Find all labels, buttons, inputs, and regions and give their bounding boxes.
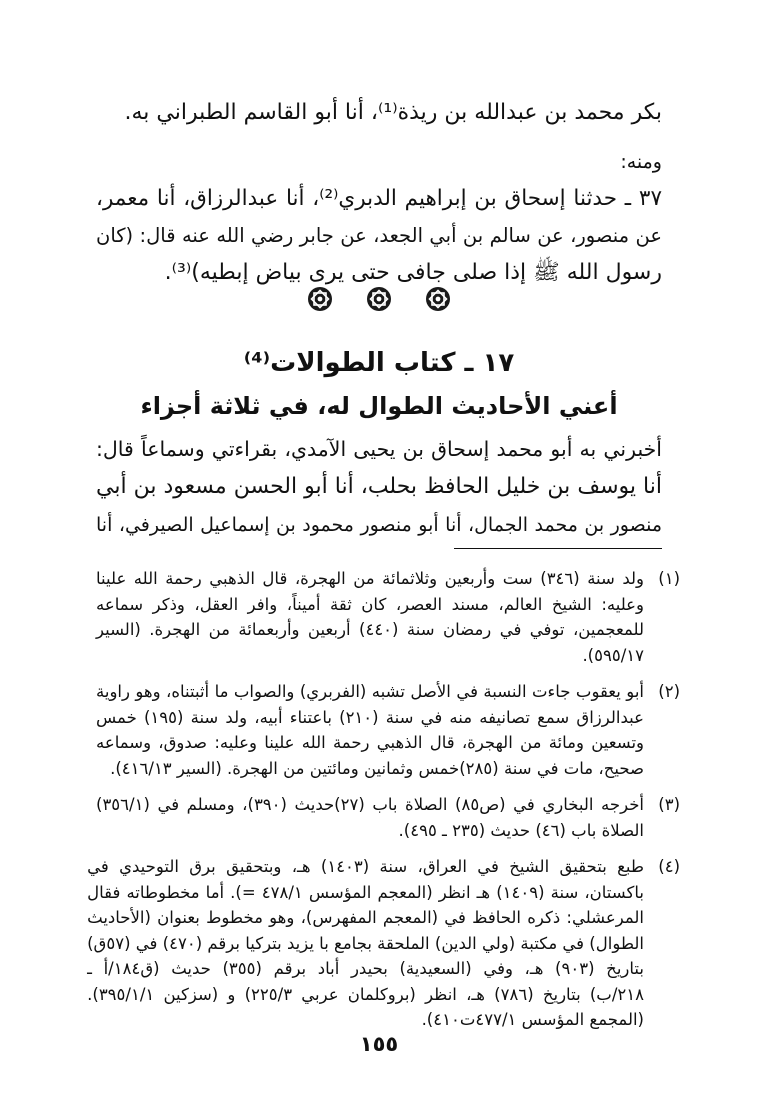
text-line: بكر محمد بن عبدالله بن ريذة⁽¹⁾، أنا أبو القاسم الطبراني به. bbox=[124, 100, 662, 125]
footnote-text bbox=[96, 566, 644, 668]
footnote-number: (٢) bbox=[658, 682, 680, 701]
text-line: منصور بن محمد الجمال، أنا أبو منصور محمود بن إسماعيل الصيرفي، أنا bbox=[96, 514, 662, 536]
footnote-line: أبو يعقوب جاءت النسبة في الأصل تشبه (الفربري) والصواب ما أثبتناه، وهو راوية bbox=[96, 682, 644, 701]
footnote-line: أخرجه البخاري في (ص٨٥) الصلاة باب (٢٧)حديث (٣٩٠)، ومسلم في (٣٥٦/١) bbox=[96, 795, 644, 814]
page-number: ١٥٥ bbox=[359, 1032, 399, 1056]
footnote-number: (١) bbox=[658, 569, 680, 588]
star-ornament-icon bbox=[366, 286, 392, 312]
chapter-title: ١٧ ـ كتاب الطوالات⁽⁴⁾ bbox=[243, 348, 515, 378]
footnote-line: طبع بتحقيق الشيخ في العراق، سنة (١٤٠٣) هـ، وبتحقيق برق التوحيدي في bbox=[87, 857, 644, 876]
footnote-line: (المجمع المؤسس ٤٧٧/١ت٤١٠). bbox=[421, 1010, 644, 1029]
footnote-line: ولد سنة (٣٤٦) ست وأربعين وثلاثمائة من الهجرة، قال الذهبي رحمة الله علينا bbox=[96, 569, 645, 588]
footnote-line: الطوال) في مكتبة (ولي الدين) الملحقة بجامع با يزيد بتركيا برقم (٤٧٠) في (٥٧ق) bbox=[87, 933, 644, 953]
footnote-line: وعليه: الشيخ العالم، مسند العصر، كان ثقة أميناً، وافر العقل، وذكر سماعه bbox=[96, 594, 644, 614]
footnote-separator bbox=[454, 548, 662, 549]
text-line: أخبرني به أبو محمد إسحاق بن يحيى الآمدي، بقراءتي وسماعاً قال: bbox=[96, 437, 662, 461]
footnote-line: عبدالرزاق سمع تصانيفه منه في سنة (٢١٠) باعتناء أبيه، ولد سنة (١٩٥) خمس bbox=[96, 707, 644, 727]
footnote-line: الصلاة باب (٤٦) حديث (٢٣٥ ـ ٤٩٥). bbox=[398, 820, 644, 840]
footnote-3 bbox=[96, 792, 680, 843]
footnote-text bbox=[87, 854, 644, 1033]
footnote-line: المرعشلي: ذكره الحافظ في (المعجم المفهرس)، وهو مخطوط بعنوان (الأحاديث bbox=[87, 908, 644, 927]
footnote-line: ٢١٨/ب) بتاريخ (٧٨٦) هـ، انظر (بروكلمان عربي ٢٢٥/٣) و (سزكين ٣٩٥/١/١). bbox=[87, 984, 644, 1004]
footnote-text bbox=[96, 679, 644, 781]
text-line: رسول الله ﷺ إذا صلى جافى حتى يرى بياض إبطيه)⁽³⁾. bbox=[164, 260, 662, 285]
footnote-number: (٣) bbox=[658, 795, 680, 814]
footnote-text bbox=[96, 792, 644, 843]
star-ornament-icon bbox=[425, 286, 451, 312]
chapter-isnad-paragraph bbox=[96, 430, 662, 544]
footnote-line: باكستان، سنة (١٤٠٩) هـ انظر (المعجم المؤسس ٤٧٨/١ =). أما مخطوطاته فقال bbox=[87, 882, 644, 902]
hadith-37 bbox=[96, 180, 662, 291]
footnote-line: بتاريخ (٩٠٣) هـ، وفي (السعيدية) بحيدر أباد برقم (٣٥٥) حديث (ق١٨٤/أ ـ bbox=[87, 959, 644, 978]
paragraph-chain-end bbox=[96, 94, 662, 131]
footnote-line: وتسعين ومائة من الهجرة، قال الذهبي رحمة الله علينا وعليه: صدوق، وسماعه bbox=[96, 733, 644, 752]
footnote-line: ٥٩٥/١٧). bbox=[582, 645, 644, 665]
footnote-4 bbox=[87, 854, 680, 1033]
text-line: ٣٧ ـ حدثنا إسحاق بن إبراهيم الدبري⁽²⁾، أنا عبدالرزاق، أنا معمر، bbox=[96, 186, 662, 211]
text-line: ومنه: bbox=[620, 151, 662, 173]
text-line: عن منصور، عن سالم بن أبي الجعد، عن جابر رضي الله عنه قال: (كان bbox=[96, 224, 662, 247]
text-line: أنا يوسف بن خليل الحافظ بحلب، أنا أبو الحسن مسعود بن أبي bbox=[96, 474, 662, 499]
footnotes bbox=[87, 566, 680, 1044]
footnote-line: صحيح، مات في سنة (٢٨٥)خمس وثمانين ومائتين من الهجرة. (السير ٤١٦/١٣). bbox=[110, 758, 644, 778]
star-ornament-icon bbox=[307, 286, 333, 312]
footnote-line: للمعجمين، توفي في رمضان سنة (٤٤٠) أربعين وأربعمائة من الهجرة. (السير bbox=[96, 620, 645, 639]
footnote-2 bbox=[96, 679, 680, 781]
footnote-number: (٤) bbox=[658, 857, 680, 876]
footnote-1 bbox=[96, 566, 680, 668]
paragraph-wa-minhu bbox=[96, 144, 662, 181]
chapter-subtitle: أعني الأحاديث الطوال له، في ثلاثة أجزاء bbox=[140, 392, 618, 420]
section-divider-ornaments bbox=[0, 286, 758, 312]
